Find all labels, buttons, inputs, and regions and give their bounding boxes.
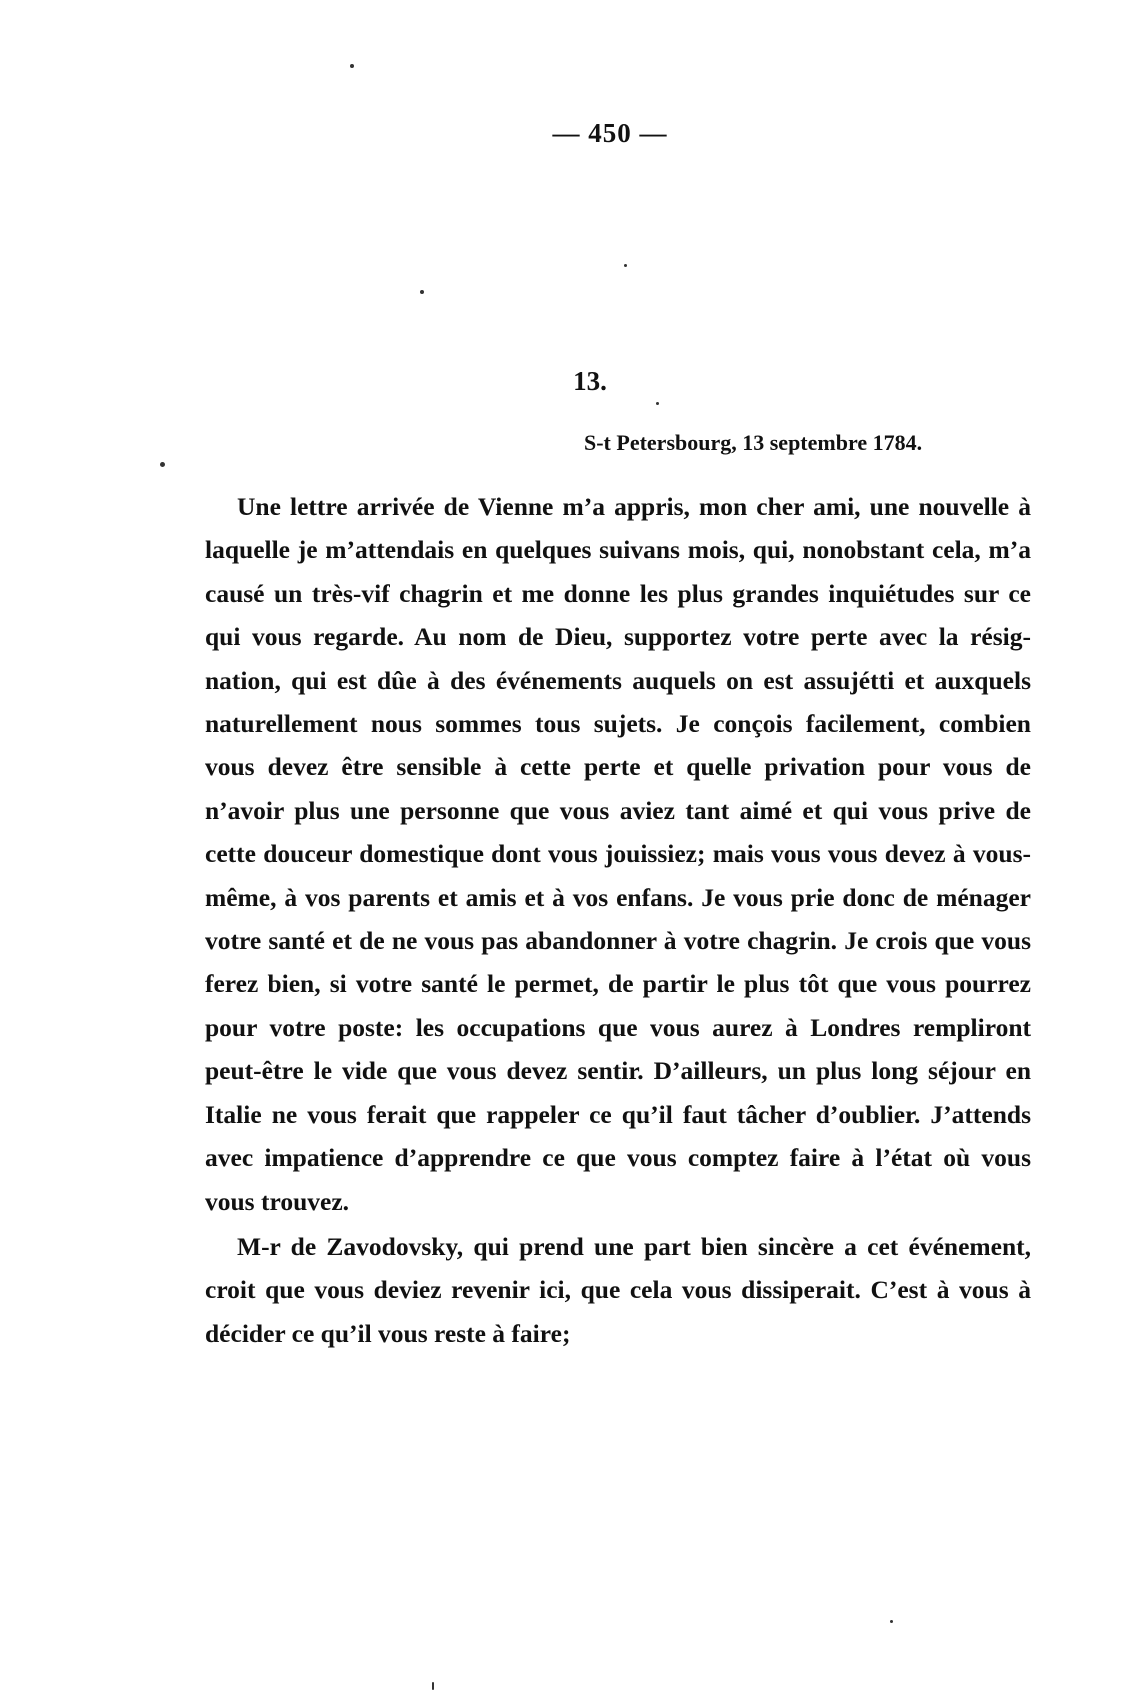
letter-number: 13. bbox=[573, 366, 607, 396]
scan-speck bbox=[890, 1620, 893, 1623]
scan-speck bbox=[432, 1682, 434, 1690]
dateline: S-t Petersbourg, 13 septembre 1784. bbox=[584, 430, 923, 455]
scan-speck bbox=[624, 264, 627, 267]
scan-speck bbox=[656, 402, 659, 405]
scan-speck bbox=[350, 64, 354, 68]
scan-speck bbox=[420, 290, 424, 294]
scan-speck bbox=[160, 462, 165, 467]
paragraph-2: M-r de Zavodovsky, qui prend une part bien sincère a cet événement, croit que vous deviez revenir ici, que cela vous dissiperait. C’est à vous à décider ce qu’il vous reste à faire; bbox=[205, 1231, 1031, 1348]
letter-body bbox=[205, 485, 1031, 1355]
paragraph-1: Une lettre arrivée de Vienne m’a appris, mon cher ami, une nouvelle à laquelle je m’attendais en quelques suivans mois, qui, nonobstant cela, m’a causé un très-vif chagrin et me donne les plus grandes inquiétudes sur ce qui vous regarde. Au nom de Dieu, supportez votre perte avec la résignation, qui est dûe à des événements auquels on est assujétti et auxquels naturellement nous sommes tous sujets. Je conçois facilement, combien vous devez être sensible à cette perte et quelle privation pour vous de n’avoir plus une personne que vous aviez tant aimé et qui vous prive de cette douceur domestique dont vous jouissiez; mais vous vous devez à vous-même, à vos parents et amis et à vos enfans. Je vous prie donc de ménager votre santé et de ne vous pas abandonner à votre chagrin. Je crois que vous ferez bien, si votre santé le permet, de partir le plus tôt que vous pourrez pour votre poste: les occupations que vous aurez à Londres rempliront peut-être le vide que vous devez sentir. D’ailleurs, un plus long séjour en Italie ne vous ferait que rappeler ce qu’il faut tâcher d’oublier. J’attends avec impatience d’apprendre ce que vous comptez faire à l’état où vous vous trouvez. bbox=[205, 492, 1031, 1216]
page-number: — 450 — bbox=[552, 118, 668, 148]
